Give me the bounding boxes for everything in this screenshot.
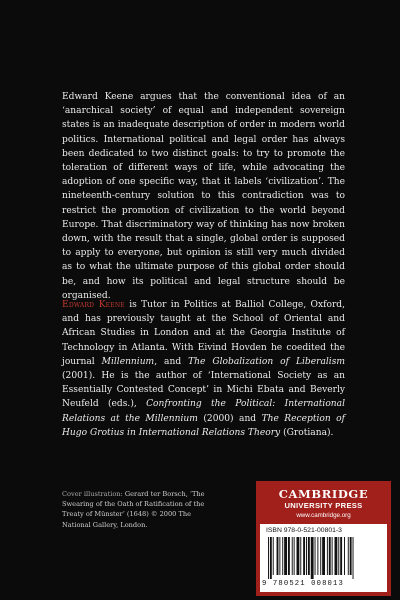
- barcode-bar: [270, 537, 272, 579]
- barcode-bar: [292, 537, 293, 575]
- barcode-bar: [284, 537, 287, 575]
- blurb-text: Edward Keene argues that the conventional idea of an ‘anarchical society’ of equal and independent sovereign states is an inadequate description of order in modern world politics. International political and legal order has always been dedicated to two distinct goals: to try to promote the toleration of different ways of life, while advocating the adoption of one specific way, that it labels ‘civilization’. The nineteenth-century solution to this contradiction was to restrict the promotion of civilization to the world beyond Europe. That discriminatory way of thinking has now broken down, with the result that a single, global order is supposed to apply to everyone, but opinion is still very much divided as to what the ultimate purpose of this global order should be, and how its political and legal structure should be organised.: [62, 92, 345, 301]
- barcode-bar: [306, 537, 307, 575]
- barcode-bar: [294, 537, 295, 575]
- author-bio-text-4: (2000) and: [197, 413, 262, 424]
- description-blurb: [62, 90, 345, 303]
- barcode-bar: [308, 537, 310, 575]
- author-bio-text-5: (Grotiana).: [280, 427, 334, 438]
- barcode-bar: [297, 537, 300, 575]
- barcode-bar: [348, 537, 349, 575]
- book-title-confronting: Confronting the Political: International Relations at the Millennium: [62, 399, 345, 424]
- barcode-bar: [353, 537, 354, 579]
- journal-title: Millennium: [101, 356, 155, 367]
- barcode-bar: [329, 537, 331, 575]
- publisher-subtitle: UNIVERSITY PRESS: [284, 501, 363, 510]
- publisher-panel: [256, 481, 391, 596]
- barcode-bar: [268, 537, 269, 579]
- barcode-bar: [300, 537, 301, 575]
- author-bio-text-2: , and: [154, 356, 189, 367]
- barcode-bar: [320, 537, 321, 575]
- barcode-bar: [335, 537, 338, 575]
- publisher-url: www.cambridge.org: [296, 512, 351, 519]
- barcode-digits: 9 780521 008013: [262, 580, 344, 588]
- author-bio-text-1: is Tutor in Politics at Balliol College, Oxford, and has previously taught at the School of Oriental and African Studies in London and at the Georgia Institute of Technology in Atlanta. With Eivind Hovden he coedited the journal: [62, 300, 346, 367]
- author-bio-text-3: (2001). He is the author of ‘International Society as an Essentially Contested Concept’ in Michi Ebata and Beverly Neufeld (eds.),: [62, 371, 345, 410]
- barcode-bar: [327, 537, 328, 575]
- barcode-bar: [315, 537, 316, 575]
- barcode-bar: [317, 537, 318, 575]
- book-title-reception: The Reception of Hugo Grotius in International Relations Theory: [62, 413, 345, 438]
- barcode-bar: [303, 537, 305, 575]
- barcode-bar: [282, 537, 283, 575]
- barcode-bar: [311, 537, 314, 579]
- publisher-name: CAMBRIDGE: [278, 487, 369, 501]
- author-name: Edward Keene: [62, 300, 125, 310]
- barcode-bars-icon: [266, 537, 382, 579]
- cover-credit-text: Gerard ter Borsch, ‘The Swearing of the Oath of Ratification of the Treaty of Münster’ (1648) © 2000 The National Gallery, London.: [62, 490, 205, 529]
- barcode-bar: [340, 537, 342, 575]
- barcode-bar: [344, 537, 345, 575]
- barcode-bar: [279, 537, 280, 575]
- author-biography: [62, 298, 345, 440]
- barcode-bar: [332, 537, 333, 575]
- book-title-globalization: The Globalization of Liberalism: [188, 356, 345, 367]
- isbn-label: ISBN 978-0-521-00801-3: [266, 527, 342, 534]
- isbn-barcode: [260, 524, 387, 592]
- barcode-bar: [338, 537, 339, 575]
- barcode-bar: [273, 537, 274, 575]
- barcode-bar: [288, 537, 290, 575]
- barcode-bar: [277, 537, 279, 575]
- barcode-bar: [350, 537, 352, 575]
- cover-illustration-credit: [62, 489, 212, 530]
- cover-credit-label: Cover illustration:: [62, 490, 123, 498]
- barcode-bar: [322, 537, 325, 575]
